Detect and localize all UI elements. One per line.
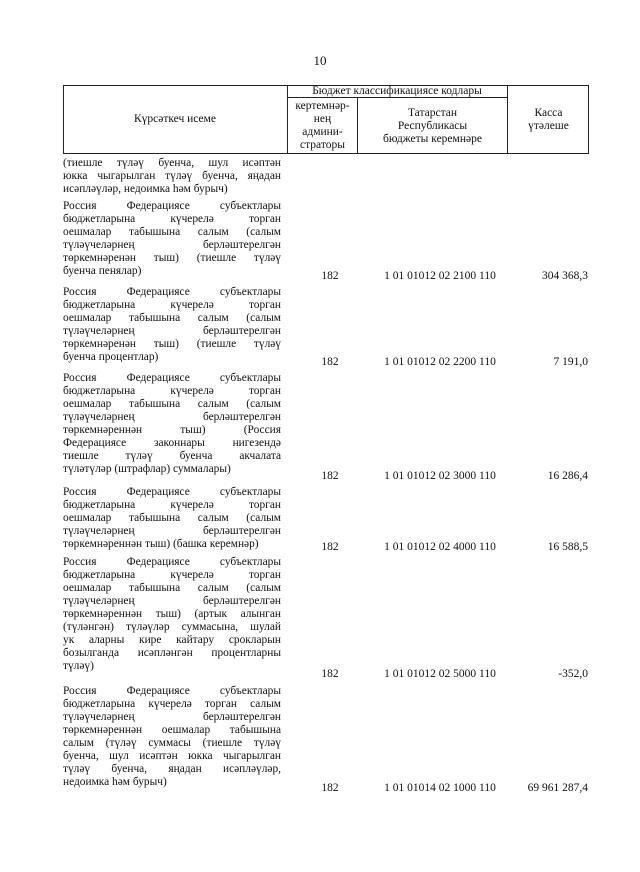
text-line: недоимка һәм бурыч) bbox=[63, 776, 167, 788]
text-line: бюджетларына күчерелә торган bbox=[63, 299, 281, 311]
text-line: бюджетларына күчерелә торган bbox=[63, 385, 281, 397]
header-administrators bbox=[288, 100, 357, 152]
header-administrators-line: кертемнәр- bbox=[295, 100, 350, 112]
text-line: оешмалар табышына салым (салым bbox=[63, 582, 281, 594]
text-line: түләүчеләрнең берләштерелгән bbox=[63, 325, 281, 337]
text-line: оешмалар табышына салым (салым bbox=[63, 226, 281, 238]
row-budget-code: 1 01 01012 02 2200 110 bbox=[384, 356, 496, 368]
text-line: бюджетларына күчерелә торган bbox=[63, 569, 281, 581]
header-republic-revenue-line: Республикасы bbox=[397, 120, 468, 132]
text-line: оешмалар табышына салым (салым bbox=[63, 512, 281, 524]
row-amount: 7 191,0 bbox=[553, 356, 588, 368]
row-amount: 304 368,3 bbox=[542, 270, 588, 282]
text-line: ук аларны кире кайтару срокларын bbox=[63, 634, 281, 646]
text-line: төркемнәренән тыш) (тиешле түләү bbox=[63, 252, 281, 264]
text-line: төркемнәреннән тыш) (артык алынган bbox=[63, 608, 281, 620]
header-republic-revenue-line: бюджеты керемнәре bbox=[383, 133, 482, 145]
text-line: Россия Федерациясе субъектлары bbox=[63, 200, 281, 212]
row-description bbox=[63, 685, 281, 789]
row-amount: -352,0 bbox=[558, 668, 588, 680]
row-budget-code: 1 01 01012 02 5000 110 bbox=[384, 668, 496, 680]
header-cash-line: үтәлеше bbox=[528, 120, 569, 132]
text-line: түләүчеләрнең берләштерелгән bbox=[63, 411, 281, 423]
header-indicator-name: Күрсәткеч исеме bbox=[133, 113, 217, 125]
row-budget-code: 1 01 01014 02 1000 110 bbox=[384, 782, 496, 794]
row-amount: 16 588,5 bbox=[547, 541, 588, 553]
text-line: буенча, шул исәптән юкка чыгарылган bbox=[63, 750, 281, 762]
text-line: тиешле түләү буенча акчалата bbox=[63, 450, 281, 462]
header-republic-revenue-line: Татарстан bbox=[407, 107, 458, 119]
row-admin-code: 182 bbox=[321, 470, 339, 482]
text-line: түләү буенча, яңадан исәпләүләр, bbox=[63, 763, 281, 775]
row-admin-code: 182 bbox=[321, 356, 339, 368]
text-line: төркемнәреннән оешмалар табышына bbox=[63, 724, 281, 736]
page-number: 10 bbox=[313, 53, 327, 68]
text-line: түләүчеләрнең берләштерелгән bbox=[63, 595, 281, 607]
text-line: бозылганда исәпләнгән процентларны bbox=[63, 647, 281, 659]
text-line: салым (түләү суммасы (тиешле түләү bbox=[63, 737, 281, 749]
row-budget-code: 1 01 01012 02 4000 110 bbox=[384, 541, 496, 553]
text-line: түләүчеләрнең берләштерелгән bbox=[63, 239, 281, 251]
text-line: Россия Федерациясе субъектлары bbox=[63, 685, 281, 697]
row-amount: 16 286,4 bbox=[547, 470, 588, 482]
text-line: Россия Федерациясе субъектлары bbox=[63, 372, 281, 384]
header-cash-line: Касса bbox=[534, 107, 563, 119]
text-line: түләүчеләрнең берләштерелгән bbox=[63, 711, 281, 723]
row-budget-code: 1 01 01012 02 3000 110 bbox=[384, 470, 496, 482]
row-description bbox=[63, 372, 281, 476]
text-line: оешмалар табышына салым (салым bbox=[63, 398, 281, 410]
text-line: төркемнәренән тыш) (тиешле түләү bbox=[63, 338, 281, 350]
row-description bbox=[63, 486, 281, 551]
row-admin-code: 182 bbox=[321, 668, 339, 680]
text-line: бюджетларына күчерелә торган салым bbox=[63, 698, 281, 710]
row-admin-code: 182 bbox=[321, 270, 339, 282]
row-admin-code: 182 bbox=[321, 541, 339, 553]
text-line: буенча пенялар) bbox=[63, 265, 142, 277]
text-line: Россия Федерациясе субъектлары bbox=[63, 556, 281, 568]
text-line: оешмалар табышына салым (салым bbox=[63, 312, 281, 324]
text-line: (түләнгән) түләүләр суммасына, шулай bbox=[63, 621, 281, 633]
text-line: төркемнәреннән тыш) (башка керемнәр) bbox=[63, 538, 259, 550]
header-republic-revenue bbox=[358, 107, 507, 146]
row-admin-code: 182 bbox=[321, 782, 339, 794]
row-amount: 69 961 287,4 bbox=[527, 782, 588, 794]
text-line: Россия Федерациясе субъектлары bbox=[63, 286, 281, 298]
header-administrators-line: страторы bbox=[300, 139, 345, 151]
text-line: бюджетларына күчерелә торган bbox=[63, 213, 281, 225]
header-administrators-line: админи- bbox=[302, 126, 343, 138]
text-line: төркемнәреннән тыш) (Россия bbox=[63, 424, 281, 436]
header-budget-codes: Бюджет классификациясе кодлары bbox=[312, 85, 482, 97]
row-budget-code: 1 01 01012 02 2100 110 bbox=[384, 270, 496, 282]
header-cash bbox=[508, 107, 589, 133]
header-administrators-line: нең bbox=[313, 113, 332, 125]
text-line: түләү) bbox=[63, 660, 94, 672]
text-line: түләүчеләрнең берләштерелгән bbox=[63, 525, 281, 537]
text-line: (тиешле түләү буенча, шул исәптән bbox=[63, 157, 281, 169]
text-line: бюджетларына күчерелә торган bbox=[63, 499, 281, 511]
text-line: Федерациясе законнары нигезендә bbox=[63, 437, 281, 449]
text-line: Россия Федерациясе субъектлары bbox=[63, 486, 281, 498]
text-line: исәпләүләр, недоимка һәм бурыч) bbox=[63, 183, 228, 195]
row-description bbox=[63, 556, 281, 673]
row-description bbox=[63, 200, 281, 278]
text-line: юкка чыгарылган түләү буенча, яңадан bbox=[63, 170, 281, 182]
text-line: буенча процентлар) bbox=[63, 351, 159, 363]
continuation-text bbox=[63, 157, 281, 196]
text-line: түләтүләр (штрафлар) суммалары) bbox=[63, 463, 231, 475]
row-description bbox=[63, 286, 281, 364]
